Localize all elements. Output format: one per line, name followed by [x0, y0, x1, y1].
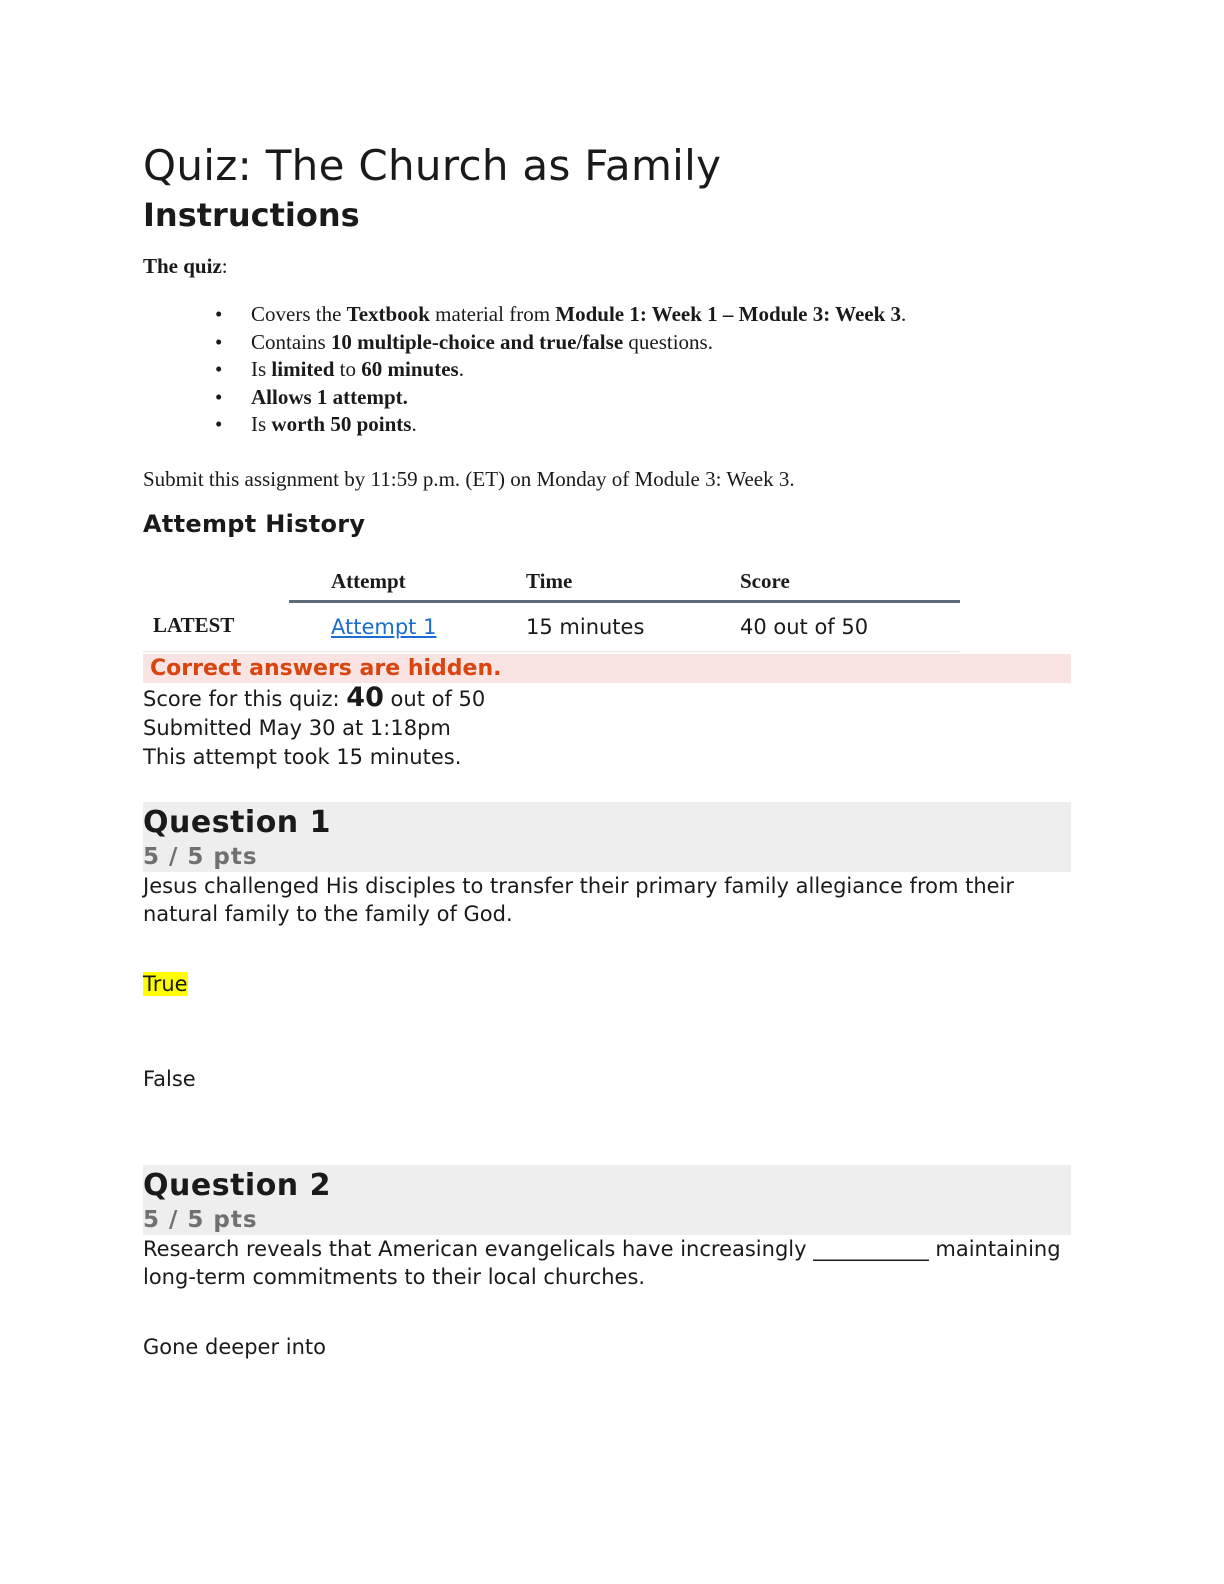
score-value: 40 [346, 681, 384, 713]
question-title: Question 2 [143, 1167, 331, 1203]
time-cell: 15 minutes [526, 601, 740, 651]
rule-item: • Is limited to 60 minutes. [143, 356, 1071, 384]
instructions-heading: Instructions [143, 196, 360, 234]
submission-deadline: Submit this assignment by 11:59 p.m. (ET) on Monday of Module 3: Week 3. [143, 466, 795, 491]
page-title: Quiz: The Church as Family [143, 141, 722, 190]
quiz-intro-label: The quiz: [143, 254, 228, 278]
attempt-cell [289, 601, 526, 651]
attempt-duration: This attempt took 15 minutes. [143, 744, 462, 769]
table-header-blank [143, 564, 289, 602]
table-header-attempt: Attempt [289, 564, 526, 602]
quiz-page [143, 140, 1071, 1362]
answers-hidden-notice: Correct answers are hidden. [143, 654, 1071, 683]
question-title: Question 1 [143, 804, 331, 840]
answer-true[interactable]: True [143, 971, 188, 996]
question-text: Jesus challenged His disciples to transfer their primary family allegiance from their natural family to the family of God. [143, 873, 1015, 926]
answer-false[interactable]: False [143, 1066, 196, 1091]
question-text: Research reveals that American evangelicals have increasingly ___________ maintaining long-term commitments to their local churches. [143, 1236, 1061, 1289]
table-header-score: Score [740, 564, 960, 602]
rule-item: • Contains 10 multiple-choice and true/false questions. [143, 329, 1071, 357]
quiz-rules-list [143, 301, 1071, 439]
rule-item: • Covers the Textbook material from Module 1: Week 1 – Module 3: Week 3. [143, 301, 1071, 329]
rule-item: • Is worth 50 points. [143, 411, 1071, 439]
submitted-time: Submitted May 30 at 1:18pm [143, 715, 451, 740]
attempt-history-heading: Attempt History [143, 509, 366, 538]
rule-item: • Allows 1 attempt. [143, 384, 1071, 412]
table-header-time: Time [526, 564, 740, 602]
attempt-1-link[interactable]: Attempt 1 [331, 614, 437, 639]
quiz-score: Score for this quiz: 40 out of 50 [143, 681, 486, 713]
latest-tag: LATEST [143, 601, 289, 651]
question-2-header [143, 1165, 1071, 1235]
question-1-header [143, 802, 1071, 872]
attempt-history-table [143, 564, 960, 652]
question-points: 5 / 5 pts [143, 843, 258, 870]
question-points: 5 / 5 pts [143, 1206, 258, 1233]
table-row [143, 601, 960, 651]
score-cell: 40 out of 50 [740, 601, 960, 651]
answer-option[interactable]: Gone deeper into [143, 1334, 326, 1359]
